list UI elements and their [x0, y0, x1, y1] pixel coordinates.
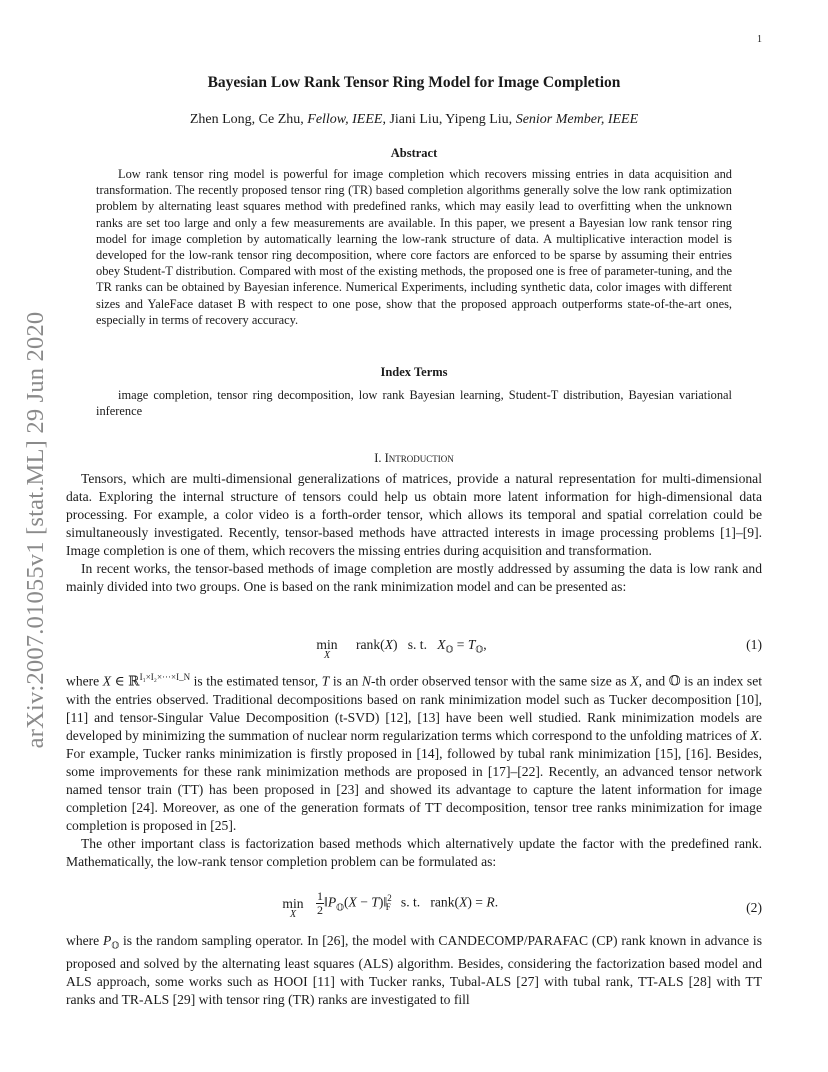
- author-title-1: Fellow, IEEE: [307, 112, 383, 127]
- author-names-2: , Jiani Liu, Yipeng Liu,: [382, 112, 516, 127]
- abstract-heading: Abstract: [390, 146, 438, 160]
- index-terms-text: image completion, tensor ring decomposition, low rank Bayesian learning, Student-T distribution, Bayesian variational inference: [96, 388, 732, 419]
- abstract-text: Low rank tensor ring model is powerful for image completion which recovers missing entries in data acquisition and transformation. The recently proposed tensor ring (TR) based completion algorithms generally solve the low rank optimization problem by alternating least squares method with predefined ranks, which may easily lead to overfitting when the unknown ranks are set too large and only a few measurements are available. In this paper, we present a Bayesian low rank tensor ring model for image completion by automatically learning the low-rank structure of data. A multiplicative interaction model is developed for the low-rank tensor ring decomposition, where core factors are enforced to be sparse by assuming their entries obey Student-T distribution. Compared with most of the existing methods, the proposed one is free of parameter-tuning, and the TR ranks can be obtained by Bayesian inference. Numerical Experiments, including synthetic data, color images with different sizes and YaleFace dataset B with respect to one pose, show that the proposed approach outperforms state-of-the-art ones, especially in terms of recovery accuracy.: [96, 167, 732, 327]
- eq2-min: min X: [282, 896, 304, 920]
- author-names-1: Zhen Long, Ce Zhu,: [189, 112, 308, 127]
- paper-title: Bayesian Low Rank Tensor Ring Model for Image Completion: [207, 74, 621, 91]
- page-number: 1: [757, 34, 762, 45]
- arxiv-sidebar: [20, 311, 52, 749]
- paragraph-5: where $P_𝕆$ is the random sampling operator. In [26], the model with CANDECOMP/PARAFAC (CP) rank known in advance is proposed and solved by the alternating least squares (ALS) algorithm. Besides, considering the factorization based model and ALS approach, some works such as HOOI [11] with Tucker ranks, Tubal-ALS [27] with tubal rank, TT-ALS [28] with TT ranks and TR-ALS [29] with tensor ring (TR) ranks are investigated to fill: [66, 933, 762, 1007]
- section-number: I.: [374, 451, 385, 465]
- author-list: [0, 112, 828, 128]
- section-title: Introduction: [384, 451, 454, 465]
- eq2-body: $\frac{1}{2}$ $‖P_𝕆(X$ − T)‖$^2_F$ s. t. rank(X) = R.: [317, 889, 499, 917]
- eq1-number: (1): [746, 637, 762, 652]
- eq2-number: (2): [746, 900, 762, 915]
- equation-2: [66, 890, 762, 926]
- section-heading: [0, 451, 828, 466]
- arxiv-identifier: arXiv:2007.01055v1 [stat.ML] 29 Jun 2020: [22, 311, 49, 749]
- index-terms-heading: Index Terms: [380, 365, 448, 379]
- eq1-min: min X: [316, 637, 338, 661]
- paragraph-2: In recent works, the tensor-based methods of image completion are mostly addressed by assuming the data is low rank and mainly divided into two groups. One is based on the rank minimization model and can be presented as:: [66, 561, 762, 594]
- eq1-body: rank(X) s. t. $X_𝕆 = T_𝕆$,: [356, 637, 487, 655]
- paragraph-1: Tensors, which are multi-dimensional generalizations of matrices, provide a natural representation for multi-dimensional data. Exploring the internal structure of tensors could help us obtain more latent information for high-dimensional data processing. For example, a color video is a forth-order tensor, which allows its temporal and spatial correlation could be simultaneously investigated. Recently, tensor-based methods have attracted interests in image processing problems [1]–[9]. Image completion is one of them, which recovers the missing entries during acquisition and transformation.: [66, 471, 762, 558]
- paragraph-3: where X ∈ ℝ$^{I_1\times I_2\times\cdot\cdot\cdot\times I\_N}$ is the estimated tensor, T is an N-th order observed tensor with the same size as X, and 𝕆 is an index set with the entries observed. Traditional decompositions based on rank minimization model such as Tucker decomposition [10], [11] and tensor-Singular Value Decomposition (t-SVD) [12], [13] have been well studied. Rank minimization models are developed by minimizing the summation of nuclear norm regularization terms which correspond to the unfolding matrices of X. For example, Tucker ranks minimization is firstly proposed in [14], followed by tubal rank minimization [15], [16]. Besides, some improvements for these rank minimization methods are proposed in [17]–[22]. Recently, an advanced tensor network named tensor train (TT) has been proposed in [23] and showed its advantage to capture the latent information for image completion [24]. Moreover, as one of the generation formats of TT decomposition, tensor tree ranks minimization for image completion is proposed in [25].: [66, 672, 763, 833]
- intro-paragraphs-2: [66, 668, 762, 871]
- author-title-2: Senior Member, IEEE: [515, 112, 639, 127]
- intro-paragraphs-1: [66, 470, 762, 596]
- intro-paragraphs-3: [66, 932, 762, 1009]
- paragraph-4: The other important class is factorization based methods which alternatively update the factor with the predefined rank. Mathematically, the low-rank tensor completion problem can be formulated as:: [66, 835, 762, 869]
- equation-1: [66, 637, 762, 667]
